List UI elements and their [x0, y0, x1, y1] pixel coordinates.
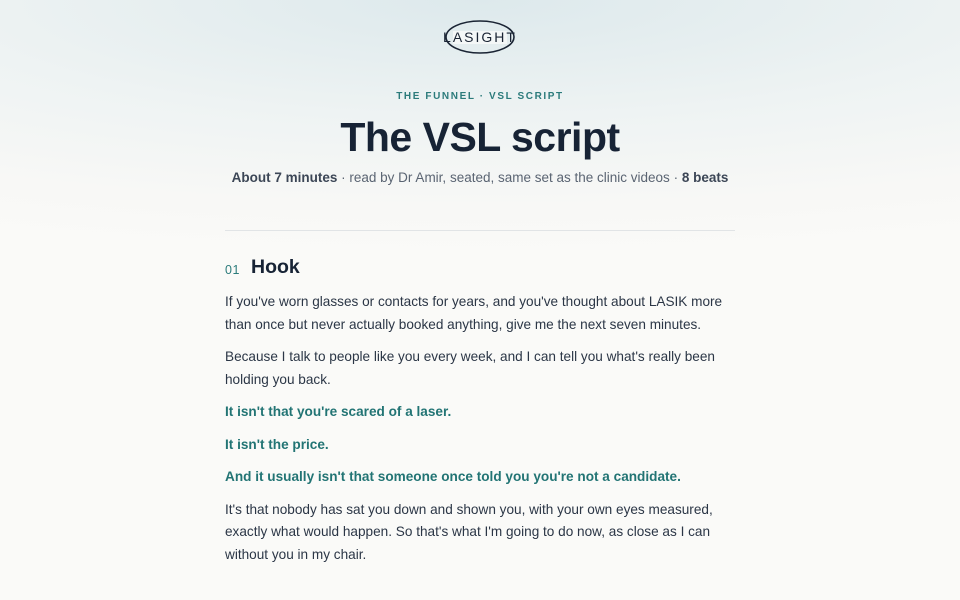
- page-title: The VSL script: [340, 114, 620, 160]
- script-emphasis-line: It isn't that you're scared of a laser.: [225, 404, 452, 419]
- script-emphasis-line: It isn't the price.: [225, 436, 329, 452]
- meta-duration: About 7 minutes: [231, 170, 338, 185]
- script-paragraph: If you've worn glasses or contacts for years, and you've thought about LASIK more than once but never actually booked anything, give me the next seven minutes.: [225, 294, 723, 332]
- meta-separator: ·: [669, 170, 682, 185]
- script-paragraph: It's that nobody has sat you down and shown you, with your own eyes measured, exactly what would happen. So that's what I'm going to do now, as close as I can without you in my chair.: [225, 501, 713, 562]
- script-paragraph: Because I talk to people like you every week, and I can tell you what's really been holding you back.: [225, 349, 715, 387]
- section-header: [225, 255, 735, 281]
- divider: [225, 230, 735, 231]
- section-body: [225, 291, 735, 566]
- logo-text: LASIGHT: [443, 29, 517, 45]
- meta-separator: ·: [337, 170, 350, 185]
- meta-beats: 8 beats: [681, 170, 729, 185]
- brand-logo[interactable]: [443, 18, 517, 56]
- page-kicker: THE FUNNEL · VSL SCRIPT: [396, 91, 564, 102]
- script-meta: [0, 170, 960, 185]
- section-title: Hook: [251, 256, 300, 278]
- meta-details: read by Dr Amir, seated, same set as the clinic videos: [349, 170, 670, 185]
- section-number: 01: [225, 263, 240, 277]
- script-emphasis-line: And it usually isn't that someone once told you you're not a candidate.: [225, 469, 681, 484]
